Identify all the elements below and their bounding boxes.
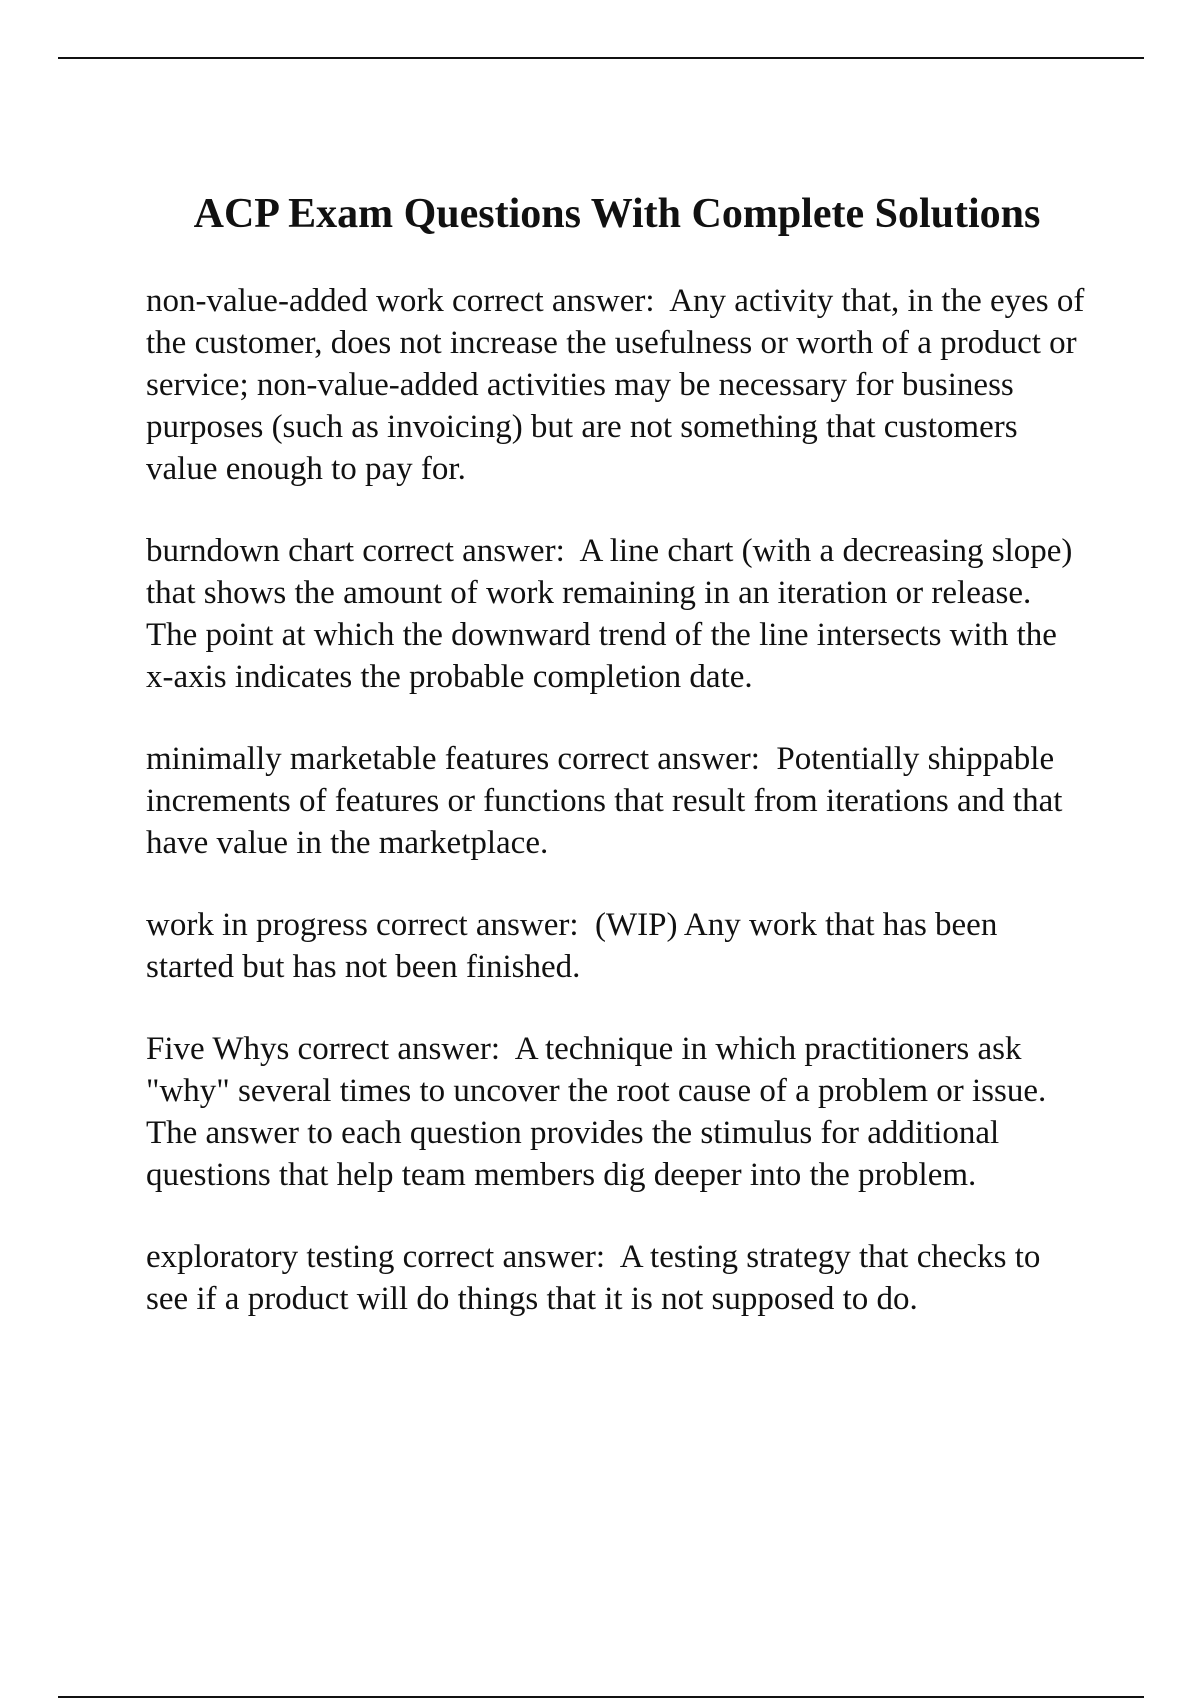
- qa-entry-work-in-progress: [146, 904, 1086, 988]
- entry-term: non-value-added work correct answer:: [146, 283, 655, 319]
- qa-entry-non-value-added-work: [146, 280, 1086, 490]
- qa-entry-exploratory-testing: [146, 1236, 1086, 1320]
- qa-entry-burndown-chart: [146, 530, 1086, 698]
- entry-term: work in progress correct answer:: [146, 907, 579, 943]
- entry-definition: A testing strategy that checks to see if a product will do things that it is not supposed to do.: [146, 1239, 1041, 1317]
- bottom-rule: [58, 1696, 1144, 1698]
- entry-definition: (WIP) Any work that has been started but has not been finished.: [146, 907, 998, 985]
- entry-term: minimally marketable features correct answer:: [146, 741, 760, 777]
- qa-entry-five-whys: [146, 1028, 1086, 1196]
- qa-entry-minimally-marketable-features: [146, 738, 1086, 864]
- entry-definition: A technique in which practitioners ask "why" several times to uncover the root cause of a problem or issue. The answer to each question provides the stimulus for additional questions that help team members dig deeper into the problem.: [146, 1031, 1047, 1193]
- entry-definition: Potentially shippable increments of features or functions that result from iterations and that have value in the marketplace.: [146, 741, 1063, 861]
- entry-definition: A line chart (with a decreasing slope) that shows the amount of work remaining in an iteration or release. The point at which the downward trend of the line intersects with the x-axis indicates the probable completion date.: [146, 533, 1073, 695]
- page-title: ACP Exam Questions With Complete Solutions: [193, 191, 1041, 237]
- document-body: [146, 280, 1086, 1360]
- entry-term: Five Whys correct answer:: [146, 1031, 501, 1067]
- top-rule: [58, 57, 1144, 59]
- entry-definition: Any activity that, in the eyes of the customer, does not increase the usefulness or worth of a product or service; non-value-added activities may be necessary for business purposes (such as invoicing) but are not something that customers value enough to pay for.: [146, 283, 1085, 487]
- entry-term: burndown chart correct answer:: [146, 533, 565, 569]
- entry-term: exploratory testing correct answer:: [146, 1239, 606, 1275]
